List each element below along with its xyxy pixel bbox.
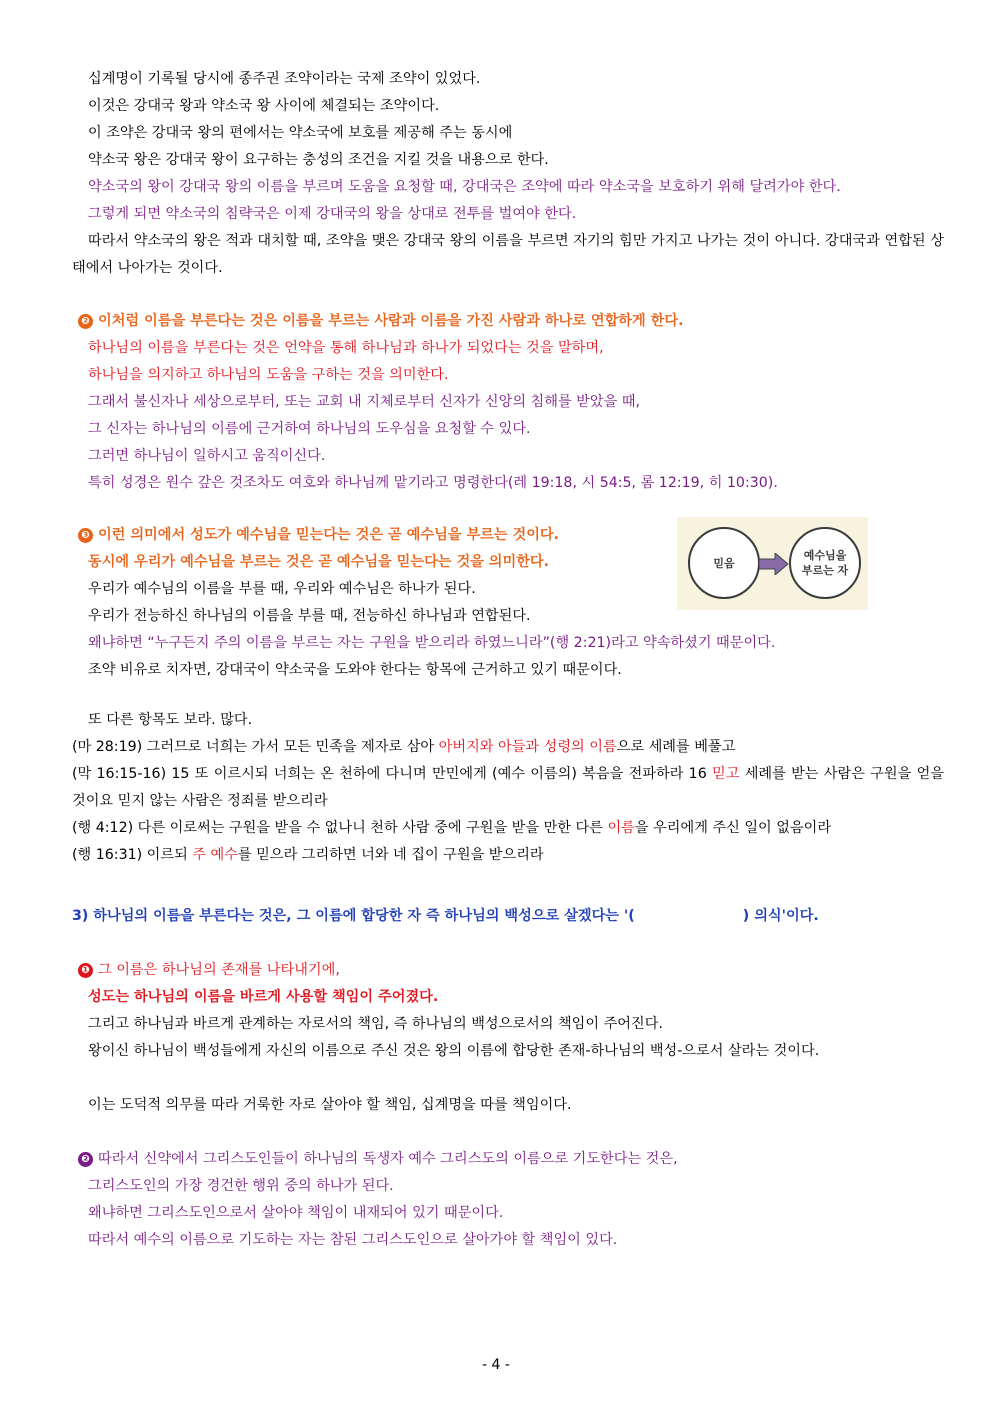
text-paragraph: 따라서 약소국의 왕은 적과 대치할 때, 조약을 맺은 강대국 왕의 이름을 부르면 자기의 힘만 가지고 나가는 것이 아니다. 강대국과 연합된 상태에서 나아가는 것이다. [72, 233, 944, 276]
text-line: 약소국 왕은 강대국 왕이 요구하는 충성의 조건을 지킬 것을 내용으로 한다. [88, 152, 549, 168]
section-line: ❶ 그 이름은 하나님의 존재를 나타내기에, [78, 957, 950, 984]
faith-diagram [677, 517, 868, 610]
text-line: 그리스도인의 가장 경건한 행위 중의 하나가 된다. [88, 1178, 394, 1194]
text-line: 하나님의 이름을 부른다는 것은 언약을 통해 하나님과 하나가 되었다는 것을 말하며, [88, 340, 604, 356]
text-line: 약소국의 왕이 강대국 왕의 이름을 부르며 도움을 요청할 때, 강대국은 조약에 따라 약소국을 보호하기 위해 달려가야 한다. [88, 179, 841, 195]
text-line: 그리고 하나님과 바르게 관계하는 자로서의 책임, 즉 하나님의 백성으로서의 책임이 주어진다. [88, 1016, 663, 1032]
number-1-icon: ❶ [78, 963, 93, 978]
text-line: 조약 비유로 치자면, 강대국이 약소국을 도와야 한다는 항목에 근거하고 있기 때문이다. [88, 662, 622, 678]
text-line: 그래서 불신자나 세상으로부터, 또는 교회 내 지체로부터 신자가 신앙의 침해를 받았을 때, [88, 394, 641, 410]
text-line: 그렇게 되면 약소국의 침략국은 이제 강대국의 왕을 상대로 전투를 벌여야 한다. [88, 206, 577, 222]
text-line: 우리가 예수님의 이름을 부를 때, 우리와 예수님은 하나가 된다. [88, 581, 476, 597]
page-number: - 4 - [482, 1357, 510, 1373]
verse-line: (막 16:15-16) 15 또 이르시되 너희는 온 천하에 다니며 만민에게 (예수 이름의) 복음을 전파하라 16 믿고 세례를 받는 사람은 구원을 얻을 것이요 믿지 않는 사람은 정죄를 받으리라 [72, 766, 944, 809]
text-line: 십계명이 기록될 당시에 종주권 조약이라는 국제 조약이 있었다. [88, 71, 481, 87]
text-paragraph: 왕이신 하나님이 백성들에게 자신의 이름으로 주신 것은 왕의 이름에 합당한 존재-하나님의 백성-으로서 살라는 것이다. [88, 1043, 820, 1059]
text-line: 하나님을 의지하고 하나님의 도움을 구하는 것을 의미한다. [88, 367, 449, 383]
section-heading: ❸ 이런 의미에서 성도가 예수님을 믿는다는 것은 곧 예수님을 부르는 것이다. [78, 522, 668, 549]
number-2-icon: ❷ [78, 314, 93, 329]
text-line: 이 조약은 강대국 왕의 편에서는 약소국에 보호를 제공해 주는 동시에 [88, 125, 513, 141]
section-line: ❷ 따라서 신약에서 그리스도인들이 하나님의 독생자 예수 그리스도의 이름으로 기도한다는 것은, [78, 1146, 950, 1173]
text-line: 왜냐하면 그리스도인으로서 살아야 책임이 내재되어 있기 때문이다. [88, 1205, 504, 1221]
verse-line: (행 4:12) 다른 이로써는 구원을 받을 수 없나니 천하 사람 중에 구원을 받을 만한 다른 이름을 우리에게 주신 일이 없음이라 [72, 820, 832, 836]
verse-line: (마 28:19) 그러므로 너희는 가서 모든 민족을 제자로 삼아 아버지와 아들과 성령의 이름으로 세례를 베풀고 [72, 739, 736, 755]
section-heading: 동시에 우리가 예수님을 부르는 것은 곧 예수님을 믿는다는 것을 의미한다. [88, 554, 549, 570]
text-line: 그러면 하나님이 일하시고 움직이신다. [88, 448, 326, 464]
text-line: 그 신자는 하나님의 이름에 근거하여 하나님의 도우심을 요청할 수 있다. [88, 421, 531, 437]
number-3-icon: ❸ [78, 528, 93, 543]
calling-jesus-circle: 예수님을 부르는 자 [789, 527, 861, 599]
verse-line: (행 16:31) 이르되 주 예수를 믿으라 그리하면 너와 네 집이 구원을 받으리라 [72, 847, 544, 863]
section-heading-3: 3) 하나님의 이름을 부른다는 것은, 그 이름에 합당한 자 즉 하나님의 백성으로 살겠다는 '( ) 의식'이다. [72, 908, 819, 924]
right-arrow-icon [759, 553, 789, 575]
text-line: 왜냐하면 “누구든지 주의 이름을 부르는 자는 구원을 받으리라 하였느니라”(행 2:21)라고 약속하셨기 때문이다. [88, 635, 776, 651]
text-line: 우리가 전능하신 하나님의 이름을 부를 때, 전능하신 하나님과 연합된다. [88, 608, 531, 624]
text-line: 이것은 강대국 왕과 약소국 왕 사이에 체결되는 조약이다. [88, 98, 440, 114]
number-2-icon: ❷ [78, 1152, 93, 1167]
text-line: 따라서 예수의 이름으로 기도하는 자는 참된 그리스도인으로 살아가야 할 책임이 있다. [88, 1232, 618, 1248]
text-line: 이는 도덕적 의무를 따라 거룩한 자로 살아야 할 책임, 십계명을 따를 책임이다. [88, 1097, 572, 1113]
section-heading: ❷ 이처럼 이름을 부른다는 것은 이름을 부르는 사람과 이름을 가진 사람과 하나로 연합하게 한다. [78, 308, 950, 335]
faith-circle: 믿음 [688, 527, 760, 599]
text-line: 성도는 하나님의 이름을 바르게 사용할 책임이 주어졌다. [88, 989, 439, 1005]
text-line: 또 다른 항목도 보라. 많다. [88, 712, 253, 728]
text-line: 특히 성경은 원수 갚은 것조차도 여호와 하나님께 맡기라고 명령한다(레 19:18, 시 54:5, 롬 12:19, 히 10:30). [88, 475, 778, 491]
